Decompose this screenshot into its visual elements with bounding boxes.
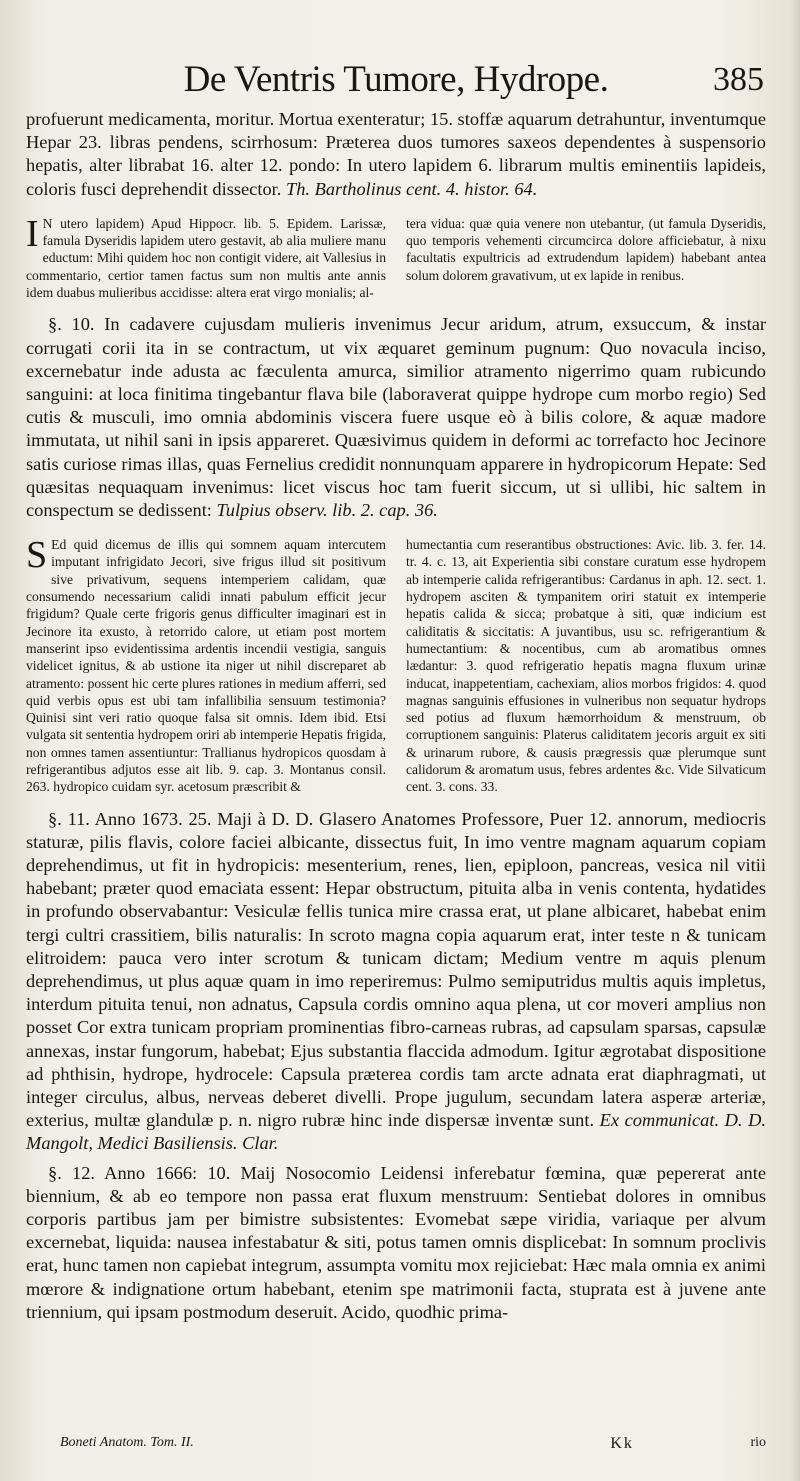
section-12-text: §. 12. Anno 1666: 10. Maij Nosocomio Leidensi inferebatur fœmina, quæ pepererat ante biennium, & ab eo tempore non passa erat fluxum menstruum: Sentiebat dolores in omnibus corporis partibus jam per bimistre subsistentes: Evomebat sæpe viridia, variaque per alvum excernebat, liquida: nausea infestabatur & siti, potus tamen omnis displicebat: In somnum proclivis erat, hunc tamen non capiebat integrum, assumpta vomitu mox rejiciebat: Hæc mala omnia ex animi mœrore & indignatione ortum habebant, etenim spe matrimonii facta, stuprata est à juvene ante triennium, qui ipsam postmodum deseruit. Acido, quodhic prima- [26,1162,766,1322]
commentary-block-2-right [406,536,766,795]
section-12 [26,1162,766,1324]
running-head [26,52,766,108]
signature-mark: Kk [610,1435,634,1452]
drop-cap: I [26,212,39,255]
section-11-citation: Ex communicat. D. D. Mangolt, Medici Basiliensis. Clar. [26,1110,766,1154]
catchword: rio [750,1435,766,1450]
paragraph-top-citation: Th. Bartholinus cent. 4. histor. 64. [285,178,538,199]
commentary-block-2-left [26,536,386,795]
section-11-text: §. 11. Anno 1673. 25. Maji à D. D. Glasero Anatomes Professore, Puer 12. annorum, mediocris staturæ, pilis flavis, colore faciei albicante, dissectus fuit, In imo ventre magnam aquarum copiam deprehendimus, ut fit in hydropicis: mesenterium, renes, lien, epiploon, pancreas, vesica nil vitii habebant; præter quod emaciata essent: Hepar obstructum, pituita alba in venis contenta, hydatides in profundo observabantur: Vesiculæ fellis tunica mire crassa erat, ut plane albicaret, habebat enim tergi cultri crassitiem, bilis naturalis: In scroto magna copia aquarum erat, inter teste n & tunicam elitroidem: pauca vero inter scrotum & tunicam dictam; Medium ventre m aquis plenum deprehendimus, ut plus aquæ quam in imo reperiremus: Pulmo semiputridus multis aquis impletus, interdum pituita tenui, non adnatus, Capsula cordis omnino aqua plena, ut cor moveri amplius non posset Cor extra tunicam propriam prominentias fibro-carneas rubras, ad capsulam sparsas, capsulæ annexas, instar fungorum, habebat; Ejus substantia flaccida admodum. Igitur ægrotabat dispositione ad phthisin, hydrope, hydrocele: Capsula præterea cordis tam arcte adnata erat diaphragmati, ut integer circulus, albus, nerveas deberet divelli. Prope jugulum, secundam latera asperæ arteriæ, exterius, multæ glandulæ p. n. nigro rubræ hinc inde dispersæ inventæ sunt. [26,808,766,1131]
section-10 [26,313,766,522]
section-10-citation: Tulpius observ. lib. 2. cap. 36. [216,499,438,520]
commentary-block-1-left [26,212,386,301]
page-number: 385 [713,61,764,98]
commentary-2-right-text: humectantia cum reserantibus obstructiones: Avic. lib. 3. fer. 14. tr. 4. c. 13, ait Experientia sibi constare curatum esse hydropem ab intemperie calida refrigerantibus: Cardanus in aph. 12. sect. 1. hydropem asciten & tympanitem oriri statuit ex intemperie hepatis calida & sicca; probatque à siti, quæ indicium est caliditatis & siccitatis: A juvantibus, usu sc. refrigerantium & humectantium: & nocentibus, cum ab aromatibus omnes lædantur: 3. quod refrigeratio hepatis magna fluxum urinæ inducat, inappetentiam, cachexiam, alios morbos frigidos: 4. quod magnas sanguinis effusiones in vulneribus non sequatur hydrops sed potius ad fluxum hæmorrhoidum & menstruum, ob corruptionem sanguinis: Platerus caliditatem jecoris arguit ex siti & urinarum rubore, & causis prægressis quæ plerumque sunt calidorum & aromatum usus, febres ardentes &c. Vide Silvaticum cent. 3. cons. 33. [406,537,766,795]
paragraph-top-text: profuerunt medicamenta, moritur. Mortua exenteratur; 15. stoffæ aquarum detrahuntur, inventumque Hepar 23. libras pendens, scirrhosum: Præterea duos tumores saxeos dependentes à suspensorio hepatis, alter librabat 16. alter 12. pondo: In utero lapidem 6. librarum multis eminentiis lapideis, coloris fusci deprehendit dissector. [26,109,766,199]
section-10-text: §. 10. In cadavere cujusdam mulieris invenimus Jecur aridum, atrum, exsuccum, & instar corrugati corii ita in se contractum, ut vix æquaret geminum pugnum: Quo novacula inciso, excernebatur inde adusta ac fæculenta amurca, similior atramento nigerrimo quam rubicundo sanguini: at loca finitima tingebantur flava bile (laboraverat quippe hydrope cum morbo regio) Sed cutis & musculi, imo omnia abdominis viscera fuere usque eò à bilis colore, & aquæ madore immutata, ut nihil sani in ipsis appareret. Quæsivimus quidem in deformi ac torrefacto hoc Jecinore satis curiose rimas illas, quas Fernelius credidit nonnunquam apparere in hydropicorum Hepate: Sed quæsitas nequaquam invenimus: licet viscus hoc tam fuerit siccum, ut si ullibi, hic saltem in conspectum se dedissent: [26,314,766,520]
commentary-block-2 [26,536,766,795]
page-footer [60,1435,766,1453]
commentary-block-1-right [406,215,766,301]
drop-cap: S [26,534,48,577]
footer-book-title: Boneti Anatom. Tom. II. [60,1435,194,1450]
page-title: De Ventris Tumore, Hydrope. [183,59,609,100]
commentary-1-left-text: N utero lapidem) Apud Hippocr. lib. 5. Epidem. Larissæ, famula Dyseridis lapidem utero gestavit, ab alia muliere manu eductum: Mihi quidem hoc non contigit videre, ait Vallesius in commentario, certior tamen factus sum non multis ante annis idem duabus mulieribus accidisse: altera erat virgo monialis; al- [26,215,386,300]
commentary-1-right-text: tera vidua: quæ quia venere non utebantur, (ut famula Dyseridis, quo temporis vehementi circumcirca dolore afficiebatur, à nixu facultatis expultricis ad extrudendum lapidem) habebant antea solum dolorem gravativum, ut ex lapide in renibus. [406,215,766,283]
paragraph-top [26,108,766,201]
section-11 [26,808,766,1156]
commentary-block-1 [26,212,766,301]
page-edge-shadow [790,0,800,1481]
commentary-2-left-text: Ed quid dicemus de illis qui somnem aquam intercutem imputant infrigidato Jecori, sive frigus illud sit positivum sive privativum, sequens intemperiem calidam, quæ consumendo necessarium calidi innati pabulum efficit jecur frigidum? Quale certe frigoris genus difficulter imaginari est in Jecinore ita exusto, à retorrido calore, ut etiam post mortem manserint ipso evidentissima ardentis incendii vestigia, sanguis videlicet ignitus, & ab ustione ita niger ut nihil discreparet ab atramento: possent hic certe plures rationes in medium afferri, sed quid verbis opus est ubi tam infallibilia sensuum testimonia? Quinisi sint veri ratio quoque falsa sit omnis. Idem ibid. Etsi vulgata sit sententia hydropem oriri ab intemperie Hepatis frigida, non omnes tamen assentiuntur: Trallianus hydropicos quosdam à refrigerantibus adjutos esse ait lib. 9. cap. 3. Montanus consil. 263. hydropico cuidam syr. acetosum præscribit & [26,537,386,795]
